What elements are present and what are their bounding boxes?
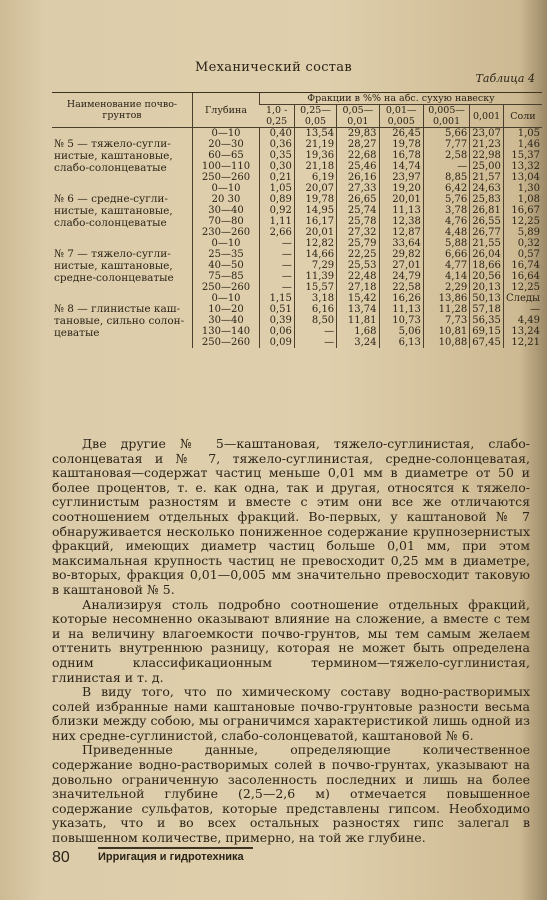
fraction-cell [294,293,336,348]
fraction-value: 7,29 [311,260,335,271]
fraction-value: 56,35 [472,315,501,326]
fraction-value: 3,18 [311,293,335,304]
fraction-value: 1,05 [517,128,540,139]
depth-value: 40—50 [208,260,244,271]
fraction-value: 1,68 [354,326,377,337]
fraction-value: 20,01 [392,194,421,205]
fraction-value: 11,81 [347,315,377,326]
depth-value: 10—20 [208,304,244,315]
fraction-value: — [324,326,335,337]
depth-cell [193,128,260,184]
fraction-value: 27,32 [347,227,377,238]
fraction-cell [294,238,336,293]
depth-value: 100—110 [201,161,251,172]
page-footer [52,845,530,865]
fraction-value: 26,55 [472,216,501,227]
fraction-value: 0,40 [269,128,292,139]
fraction-value: 15,57 [305,282,335,293]
soil-name: № 6 — средне-сугли-нистые, каштановые, слабо-солонцеватые [54,192,173,229]
depth-value: 20 30 [211,194,241,205]
fraction-value: 33,64 [392,238,421,249]
fraction-value: 21,23 [472,139,501,150]
fraction-value: 6,19 [311,172,335,183]
table-label: Таблица 4 [475,72,535,85]
fraction-value: 21,55 [472,238,501,249]
fraction-value: 4,49 [517,315,540,326]
fraction-value: 26,04 [472,249,501,260]
fraction-value: Следы [505,293,540,304]
table-group-row [52,128,542,184]
paragraph: Две другие № 5—каштановая, тяжело-суглинистая, слабо-солонцеватая и № 7, тяжело-суглинистая, средне-солонцеватая, каштановая—содержат частиц меньше 0,01 мм в диаметре от 50 и более процентов, т. е. как одна, так и другая, относятся к тяжело-суглинистым разностям и вместе с этим они все же отличаются соотношением отдельных фракций. Во-первых, у каштановой № 7 обнаруживается несколько пониженное содержание крупнозернистых фракций, имеющих диаметр частиц больше 0,01 мм, при этом максимальная крупность частиц не превосходит 0,25 мм в диаметре, во-вторых, фракция 0,01—0,005 мм значительно превосходит таковую в каштановой № 5. [52,436,530,597]
fraction-cell [423,238,469,293]
fraction-cell [503,293,542,348]
fraction-value: — [281,249,292,260]
fraction-value: 25,78 [347,216,377,227]
fraction-value: — [530,304,540,315]
fraction-value: 0,32 [517,238,540,249]
header-name: Наименование почво-грунтов [52,93,193,128]
fraction-value: 1,08 [517,194,540,205]
soil-name: № 8 — глинистые каш-тановые, сильно солон-цеватые [54,302,185,339]
fraction-value: 5,76 [444,194,468,205]
fraction-cell [260,293,295,348]
fraction-cell [503,128,542,184]
fraction-value: 25,46 [347,161,377,172]
fraction-cell [337,238,379,293]
fraction-value: 16,26 [392,293,421,304]
fraction-value: 24,79 [392,271,421,282]
fraction-value: — [281,238,292,249]
fraction-cell [379,238,423,293]
fraction-value: 11,13 [392,304,421,315]
fraction-value: 4,48 [444,227,468,238]
depth-value: 25—35 [208,249,244,260]
fraction-value: 24,63 [472,183,501,194]
page-number: 80 [52,849,70,866]
soil-name: № 7 — тяжело-сугли-нистые, каштановые, средне-солонцеватые [54,247,174,284]
fraction-cell [337,183,379,238]
fraction-value: — [281,282,292,293]
fraction-value: 11,28 [438,304,468,315]
depth-value: 20—30 [208,139,244,150]
fraction-cell [294,128,336,184]
fraction-value: 25,00 [472,161,501,172]
fraction-cell [260,238,295,293]
fraction-value: — [281,271,292,282]
fraction-value: 67,45 [472,337,501,348]
fraction-cell [503,183,542,238]
fraction-value: 22,25 [347,249,377,260]
fraction-value: 26,16 [347,172,377,183]
depth-value: 250—260 [201,282,251,293]
fraction-cell [503,238,542,293]
header-fraction: 0,05— 0,01 [337,105,379,128]
fraction-value: 0,35 [269,150,292,161]
fraction-value: 26,65 [347,194,377,205]
header-fraction: 0,25— 0,05 [294,105,336,128]
fraction-value: 0,09 [269,337,292,348]
depth-value: 0—10 [211,238,241,249]
fraction-value: 25,79 [347,238,377,249]
header-fraction: 1,0 - 0,25 [260,105,295,128]
fraction-cell [294,183,336,238]
fraction-value: 1,15 [269,293,292,304]
fraction-value: 12,87 [392,227,421,238]
fraction-value: 27,33 [347,183,377,194]
fraction-value: 19,78 [392,139,421,150]
fraction-value: 27,01 [392,260,421,271]
fraction-value: 13,54 [305,128,335,139]
table-group-row [52,238,542,293]
journal-name: Ирригация и гидротехника [98,851,244,863]
depth-cell [193,293,260,348]
depth-value: 230—260 [201,227,251,238]
fraction-value: 13,04 [511,172,540,183]
fraction-value: 16,67 [511,205,540,216]
fraction-value: 5,89 [517,227,540,238]
depth-value: 250—260 [201,337,251,348]
depth-value: 0—10 [211,183,241,194]
fraction-cell [423,128,469,184]
fraction-value: 4,76 [444,216,468,227]
table-group-row [52,293,542,348]
fraction-value: 1,46 [517,139,540,150]
fraction-value: 11,13 [392,205,421,216]
fraction-value: 13,74 [347,304,377,315]
fraction-cell [337,128,379,184]
fraction-value: 13,32 [511,161,540,172]
header-depth: Глубина [193,93,260,128]
fraction-value: 22,98 [472,150,501,161]
fraction-value: 4,14 [444,271,468,282]
fraction-value: 1,05 [269,183,292,194]
fraction-value: 8,50 [311,315,335,326]
table-group-row [52,183,542,238]
fraction-value: 28,27 [347,139,377,150]
fraction-cell [337,293,379,348]
fraction-value: 5,06 [398,326,421,337]
footer-rule [98,847,253,849]
depth-value: 250—260 [201,172,251,183]
fraction-cell [470,238,504,293]
fraction-value: 16,78 [392,150,421,161]
depth-value: 0—10 [211,128,241,139]
fraction-value: 26,81 [472,205,501,216]
fraction-value: 69,15 [472,326,501,337]
fraction-cell [470,183,504,238]
header-fraction: 0,005— 0,001 [423,105,469,128]
fraction-cell [379,128,423,184]
fraction-value: 14,74 [392,161,421,172]
fraction-value: 6,16 [311,304,335,315]
header-fraction: 0,01— 0,005 [379,105,423,128]
fraction-value: 19,36 [305,150,335,161]
fraction-cell [379,293,423,348]
fraction-value: 5,66 [444,128,468,139]
fraction-value: 0,30 [269,161,292,172]
fraction-cell [470,293,504,348]
fraction-value: — [324,337,335,348]
fraction-value: 6,66 [444,249,468,260]
fraction-value: 12,25 [511,216,540,227]
fraction-value: 0,51 [269,304,292,315]
fraction-value: 3,24 [354,337,377,348]
fraction-value: 8,85 [444,172,468,183]
fraction-cell [379,183,423,238]
depth-value: 0—10 [211,293,241,304]
table-title: Механический состав [195,60,352,75]
fraction-value: 7,77 [444,139,468,150]
fraction-value: 0,39 [269,315,292,326]
depth-value: 30—40 [208,205,244,216]
fraction-value: 1,30 [517,183,540,194]
fraction-value: 0,57 [517,249,540,260]
fraction-value: 0,92 [269,205,292,216]
fraction-value: 10,73 [392,315,421,326]
fraction-value: 0,36 [269,139,292,150]
fraction-value: 18,66 [472,260,501,271]
header-fractions-group: Фракции в %% на абс. сухую навеску [260,93,543,105]
depth-cell [193,183,260,238]
fraction-value: 5,88 [444,238,468,249]
fraction-value: 12,25 [511,282,540,293]
fraction-value: 19,78 [305,194,335,205]
fraction-value: 19,20 [392,183,421,194]
fraction-value: 10,81 [438,326,468,337]
fraction-value: 23,07 [472,128,501,139]
fraction-value: 21,18 [305,161,335,172]
fraction-value: 6,13 [398,337,421,348]
depth-value: 75—85 [208,271,244,282]
depth-value: 70—80 [208,216,244,227]
fraction-value: 13,86 [438,293,468,304]
fraction-value: 14,95 [305,205,335,216]
depth-value: 30—40 [208,315,244,326]
mechanical-composition-table [52,92,542,348]
fraction-value: 22,48 [347,271,377,282]
fraction-value: 20,13 [472,282,501,293]
fraction-value: — [281,260,292,271]
fraction-value: 15,42 [347,293,377,304]
table-body [52,128,542,349]
fraction-value: 2,58 [444,150,468,161]
depth-value: 60—65 [208,150,244,161]
fraction-value: 0,06 [269,326,292,337]
fraction-value: 21,57 [472,172,501,183]
fraction-value: 26,77 [472,227,501,238]
fraction-value: 22,68 [347,150,377,161]
fraction-value: 3,78 [444,205,468,216]
fraction-value: 20,01 [305,227,335,238]
fraction-value: 22,58 [392,282,421,293]
soil-name: № 5 — тяжело-сугли-нистые, каштановые, слабо-солонцеватые [54,137,173,174]
fraction-value: 12,82 [305,238,335,249]
depth-value: 130—140 [201,326,251,337]
fraction-value: 11,39 [305,271,335,282]
fraction-value: 0,89 [269,194,292,205]
paragraph: Анализируя столь подробно соотношение отдельных фракций, которые несомненно оказывают влияние на сложение, а вместе с тем и на величину влагоемкости почво-грунтов, мы тем самым желаем оттенить внутреннюю разницу, которая не может быть определена одним классификационным термином—тяжело-суглинистая, глинистая и т. д. [52,596,530,685]
fraction-value: 6,42 [444,183,468,194]
fraction-cell [423,293,469,348]
fraction-value: 26,45 [392,128,421,139]
fraction-value: 12,21 [511,337,540,348]
header-fraction: 0,001 [470,105,504,128]
depth-cell [193,238,260,293]
fraction-value: 16,74 [511,260,540,271]
body-text [52,437,530,846]
fraction-cell [260,183,295,238]
fraction-value: 50,13 [472,293,501,304]
fraction-value: 16,17 [305,216,335,227]
fraction-value: 29,82 [392,249,421,260]
fraction-value: 13,24 [511,326,540,337]
fraction-value: 57,18 [472,304,501,315]
fraction-value: 0,21 [269,172,292,183]
fraction-value: 25,74 [347,205,377,216]
fraction-value: 15,37 [511,150,540,161]
fraction-value: 20,07 [305,183,335,194]
fraction-value: 2,66 [269,227,292,238]
fraction-value: 23,97 [392,172,421,183]
paragraph: Приведенные данные, определяющие количественное содержание водно-растворимых солей в почво-грунтах, указывают на довольно ограниченную засоленность последних и лишь на более значительной глубине (2,5—2,6 м) отмечается повышенное содержание сульфатов, которые представлены гипсом. Необходимо указать, что и во всех остальных разностях гипс залегал в повышенном количестве, примерно, на той же глубине. [52,742,530,846]
fraction-value: 25,83 [472,194,501,205]
fraction-value: 25,53 [347,260,377,271]
fraction-value: 21,19 [305,139,335,150]
fraction-value: 2,29 [444,282,468,293]
paragraph: В виду того, что по химическому составу водно-растворимых солей избранные нами каштановые почво-грунтовые разности весьма близки между собою, мы ограничимся характеристикой лишь одной из них средне-суглинистой, слабо-солонцеватой, каштановой № 6. [52,684,530,743]
fraction-value: — [457,161,468,172]
fraction-value: 7,73 [444,315,468,326]
fraction-value: 16,64 [511,271,540,282]
fraction-value: 4,77 [444,260,468,271]
fraction-value: 29,83 [347,128,377,139]
fraction-value: 10,88 [438,337,468,348]
fraction-cell [423,183,469,238]
fraction-value: 14,66 [305,249,335,260]
fraction-value: 1,11 [269,216,292,227]
fraction-cell [260,128,295,184]
header-fraction: Соли [503,105,542,128]
fraction-value: 27,18 [347,282,377,293]
fraction-cell [470,128,504,184]
fraction-value: 12,38 [392,216,421,227]
fraction-value: 20,56 [472,271,501,282]
